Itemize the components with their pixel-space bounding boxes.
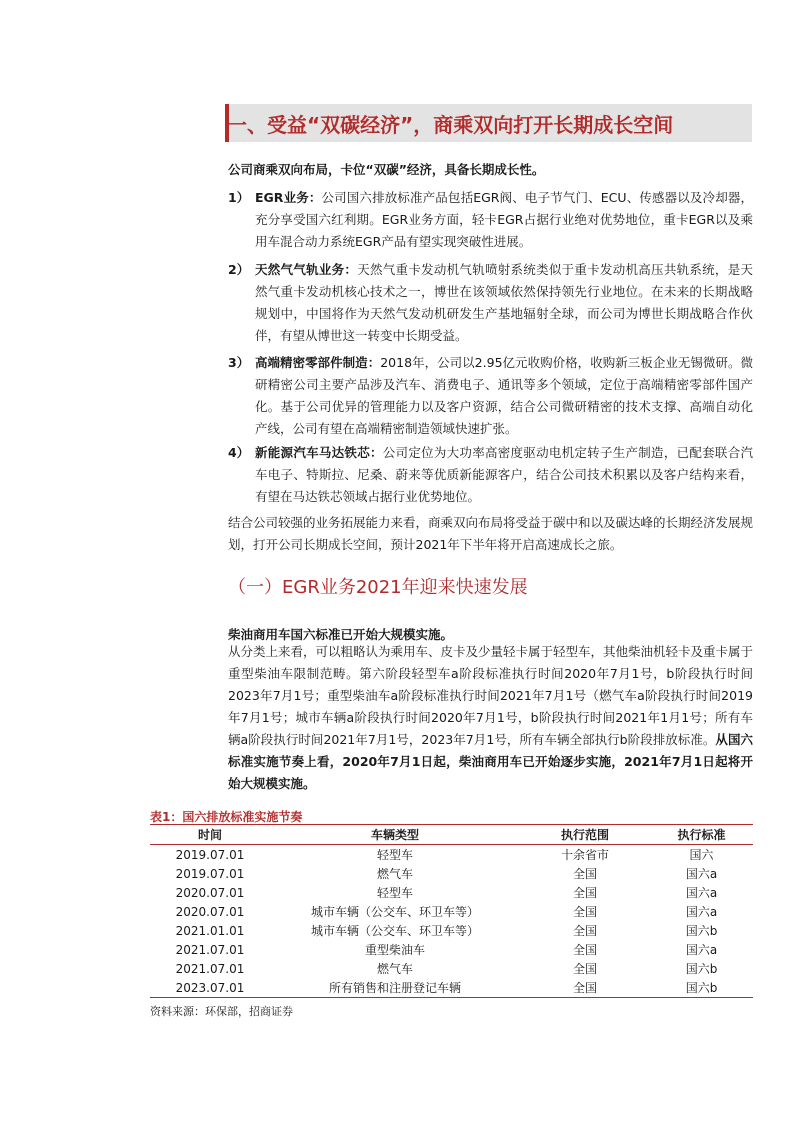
- summary-paragraph: 结合公司较强的业务拓展能力来看，商乘双向布局将受益于碳中和以及碳达峰的长期经济发展规划，打开公司长期成长空间，预计2021年下半年将开启高速成长之旅。: [228, 515, 754, 552]
- implementation-paragraph: [228, 641, 753, 795]
- cell-scope: 全国: [572, 905, 597, 919]
- item-heading: EGR业务：: [255, 190, 322, 205]
- cell-date: 2019.07.01: [175, 847, 245, 862]
- cell-date: 2021.07.01: [175, 961, 245, 976]
- cell-date: 2021.07.01: [175, 942, 245, 957]
- cell-date: 2019.07.01: [175, 866, 245, 881]
- table-row: [150, 864, 753, 883]
- cell-scope: 全国: [572, 943, 597, 957]
- table-row: [150, 845, 753, 865]
- cell-standard: 国六a: [685, 886, 718, 900]
- table-source-note: 资料来源：环保部，招商证券: [150, 1005, 293, 1018]
- cell-scope: 十余省市: [560, 848, 609, 862]
- item-text: 天然气重卡发动机气轨喷射系统类似于重卡发动机高压共轨系统，是天然气重卡发动机核心技术之一，博世在该领域依然保持领先行业地位。在未来的长期战略规划中，中国将作为天然气发动机研发生产基地辐射全球，而公司为博世长期战略合作伙伴，有望从博世这一转变中长期受益。: [255, 262, 753, 343]
- item-text: 公司定位为大功率高密度驱动电机定转子生产制造，已配套联合汽车电子、特斯拉、尼桑、蔚来等优质新能源客户，结合公司技术积累以及客户结构来看，有望在马达铁芯领域占据行业优势地位。: [255, 445, 753, 504]
- cell-vehicle-type: 轻型车: [376, 848, 413, 862]
- table-row: [150, 902, 753, 921]
- section-title: 一、受益“双碳经济”，商乘双向打开长期成长空间: [227, 113, 674, 137]
- cell-date: 2021.01.01: [175, 923, 245, 938]
- item-heading: 高端精密零部件制造：: [255, 355, 381, 370]
- cell-standard: 国六: [689, 848, 714, 862]
- lead-sentence: 公司商乘双向布局，卡位“双碳”经济，具备长期成长性。: [228, 162, 545, 177]
- cell-date: 2020.07.01: [175, 885, 245, 900]
- item-text: 公司国六排放标准产品包括EGR阀、电子节气门、ECU、传感器以及冷却器，充分享受国六红利期。EGR业务方面，轻卡EGR占据行业绝对优势地位，重卡EGR以及乘用车混合动力系统EGR产品有望实现突破性进展。: [255, 190, 753, 249]
- cell-vehicle-type: 所有销售和注册登记车辆: [270, 978, 520, 998]
- cell-vehicle-type: 燃气车: [376, 867, 413, 881]
- item-heading: 天然气气轨业务：: [255, 262, 358, 277]
- subsection-title: （一）EGR业务2021年迎来快速发展: [228, 577, 528, 598]
- table-row: [150, 921, 753, 940]
- item-number: 3）: [228, 355, 250, 370]
- cell-standard: 国六a: [685, 867, 718, 881]
- section-title-banner: [225, 104, 752, 142]
- business-item-1: [228, 187, 753, 253]
- cell-scope: 全国: [520, 978, 650, 998]
- header-vehicle-type: 车辆类型: [270, 825, 520, 845]
- paragraph-title: 柴油商用车国六标准已开始大规模实施。: [228, 627, 454, 642]
- cell-standard: 国六a: [685, 905, 718, 919]
- item-number: 4）: [228, 445, 250, 460]
- item-number: 1）: [228, 190, 250, 205]
- cell-vehicle-type: 城市车辆（公交车、环卫车等）: [310, 924, 479, 938]
- cell-scope: 全国: [572, 962, 597, 976]
- emission-standard-table: [150, 824, 753, 998]
- cell-standard: 国六b: [685, 962, 718, 976]
- cell-vehicle-type: 城市车辆（公交车、环卫车等）: [310, 905, 479, 919]
- header-scope: 执行范围: [520, 825, 650, 845]
- cell-scope: 全国: [572, 924, 597, 938]
- cell-date: 2020.07.01: [175, 904, 245, 919]
- table-row: [150, 959, 753, 978]
- cell-vehicle-type: 重型柴油车: [364, 943, 425, 957]
- table-header-row: [150, 825, 753, 845]
- item-heading: 新能源汽车马达铁芯：: [255, 445, 383, 460]
- cell-scope: 全国: [572, 867, 597, 881]
- business-item-2: [228, 259, 753, 347]
- cell-date: 2023.07.01: [150, 978, 270, 998]
- cell-scope: 全国: [572, 886, 597, 900]
- cell-standard: 国六a: [685, 943, 718, 957]
- table-row: [150, 883, 753, 902]
- cell-standard: 国六b: [650, 978, 753, 998]
- business-item-4: [228, 442, 753, 508]
- table-caption: 表1：国六排放标准实施节奏: [150, 810, 303, 824]
- header-date: 时间: [150, 825, 270, 845]
- table-row: [150, 978, 753, 998]
- item-text: 2018年，公司以2.95亿元收购价格，收购新三板企业无锡微研。微研精密公司主要产品涉及汽车、消费电子、通讯等多个领域，定位于高端精密零部件国产化。基于公司优异的管理能力以及客户资源，结合公司微研精密的技术支撑、高端自动化产线，公司有望在高端精密制造领域快速扩张。: [255, 355, 753, 436]
- header-standard: 执行标准: [650, 825, 753, 845]
- item-number: 2）: [228, 262, 250, 277]
- table-row: [150, 940, 753, 959]
- cell-standard: 国六b: [685, 924, 718, 938]
- cell-vehicle-type: 轻型车: [376, 886, 413, 900]
- business-item-3: [228, 352, 753, 440]
- cell-vehicle-type: 燃气车: [376, 962, 413, 976]
- paragraph-bold-conclusion: 从国六标准实施节奏上看，2020年7月1日起，柴油商用车已开始逐步实施，2021年7月1日起将开始大规模实施。: [228, 732, 753, 791]
- paragraph-text: 从分类上来看，可以粗略认为乘用车、皮卡及少量轻卡属于轻型车，其他柴油机轻卡及重卡属于重型柴油车限制范畴。第六阶段轻型车a阶段标准执行时间2020年7月1号，b阶段执行时间2023年7月1号；重型柴油车a阶段标准执行时间2021年7月1号（燃气车a阶段执行时间2019年7月1号；城市车辆a阶段执行时间2020年7月1号，b阶段执行时间2021年1月1号；所有车辆a阶段执行时间2021年7月1号，2023年7月1号，所有车辆全部执行b阶段排放标准。: [228, 644, 754, 747]
